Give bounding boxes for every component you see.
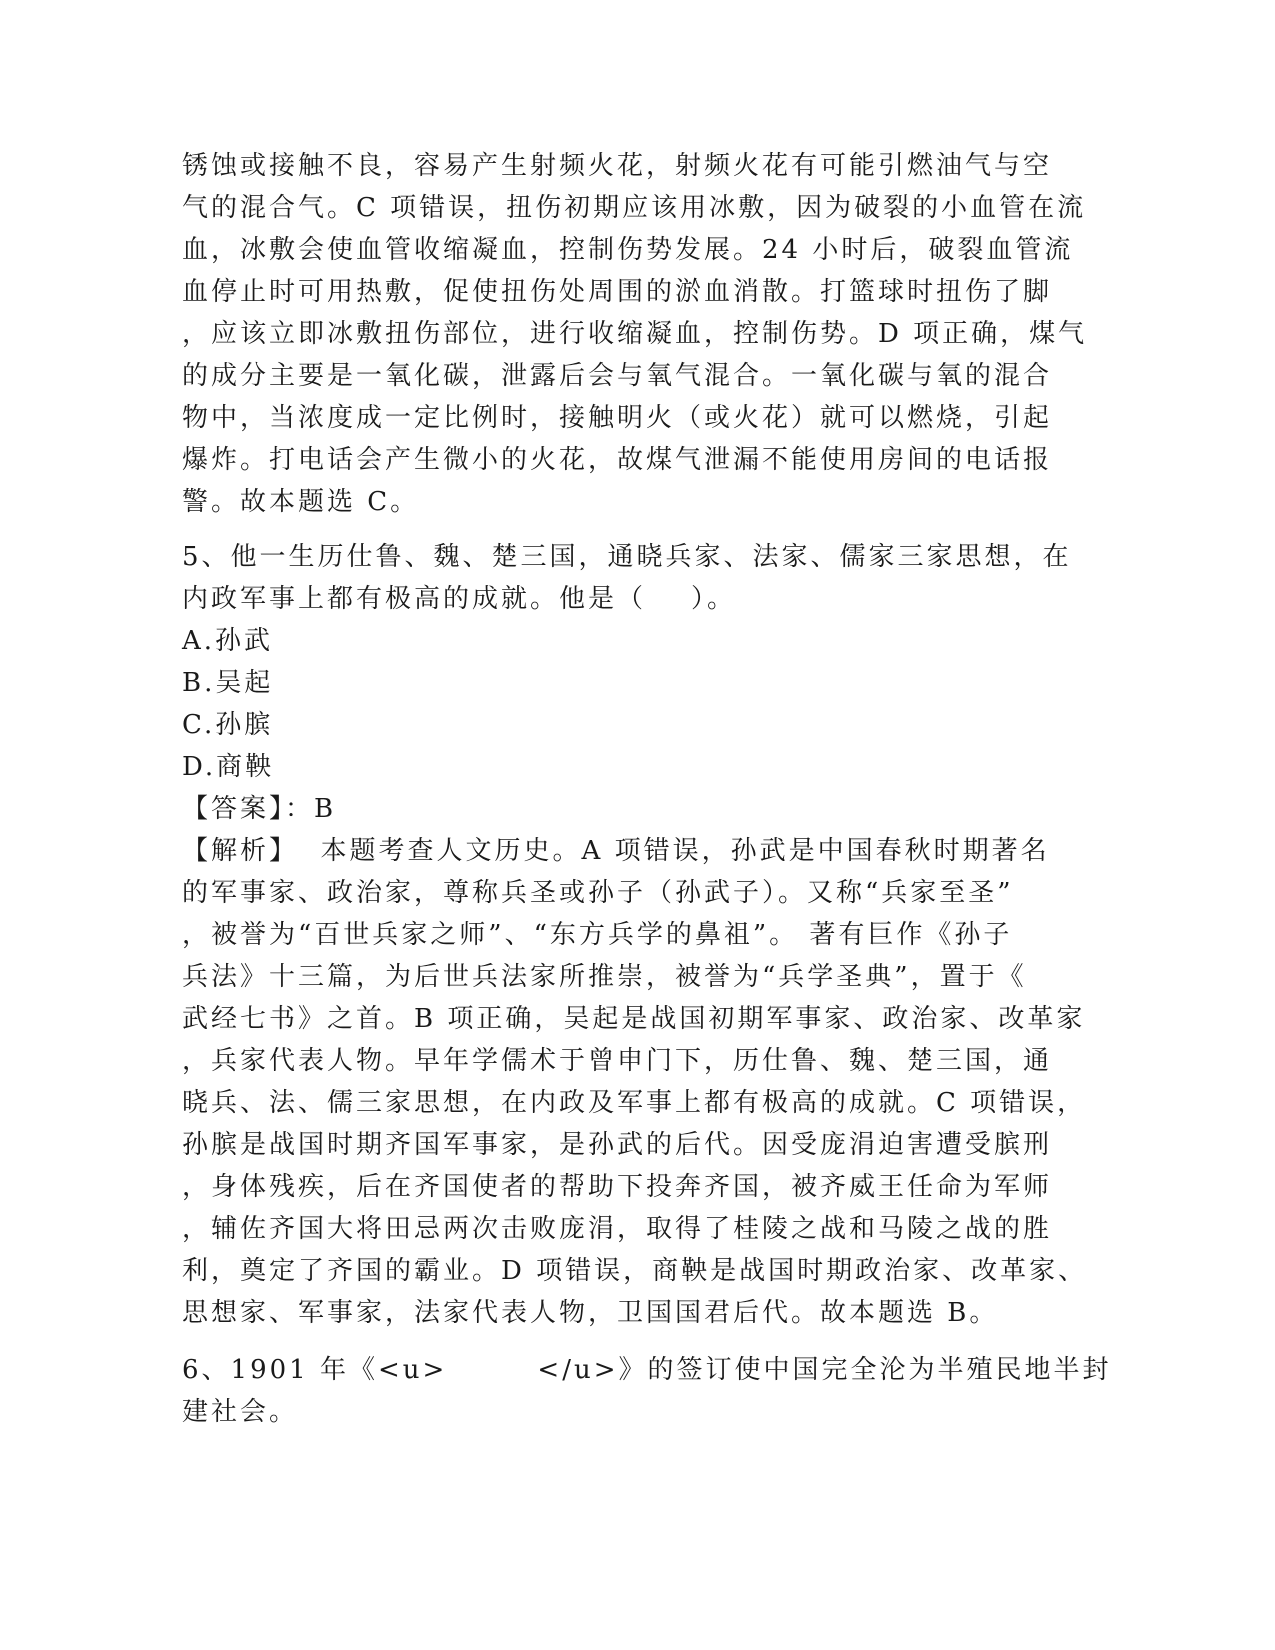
analysis-line: 晓兵、法、儒三家思想，在内政及军事上都有极高的成就。C 项错误， <box>182 1088 1087 1118</box>
paragraph-line: 爆炸。打电话会产生微小的火花，故煤气泄漏不能使用房间的电话报 <box>182 445 1053 475</box>
previous-question-analysis-continuation <box>182 145 1088 523</box>
analysis-line: ，辅佐齐国大将田忌两次击败庞涓，取得了桂陵之战和马陵之战的胜 <box>182 1214 1053 1244</box>
analysis-line: 武经七书》之首。B 项正确，吴起是战国初期军事家、政治家、改革家 <box>182 1004 1086 1034</box>
option-b: B.吴起 <box>182 668 274 698</box>
analysis-line: ，被誉为“百世兵家之师”、“东方兵学的鼻祖”。 著有巨作《孙子 <box>182 920 1013 950</box>
analysis-line: 思想家、军事家，法家代表人物，卫国国君后代。故本题选 B。 <box>182 1298 999 1328</box>
answer-line: 【答案】：B <box>182 794 337 824</box>
question-stem-line: 建社会。 <box>182 1397 299 1427</box>
paragraph-line: 血停止时可用热敷，促使扭伤处周围的淤血消散。打篮球时扭伤了脚 <box>182 277 1053 307</box>
paragraph-line: 血，冰敷会使血管收缩凝血，控制伤势发展。24 小时后，破裂血管流 <box>182 235 1074 265</box>
analysis-line: 【解析】 本题考查人文历史。A 项错误，孙武是中国春秋时期著名 <box>182 836 1050 866</box>
paragraph-line: ，应该立即冰敷扭伤部位，进行收缩凝血，控制伤势。D 项正确，煤气 <box>182 319 1088 349</box>
question-stem-line: 6、1901 年《<u> </u>》的签订使中国完全沦为半殖民地半封 <box>182 1355 1112 1385</box>
analysis-line: ，身体残疾，后在齐国使者的帮助下投奔齐国，被齐威王任命为军师 <box>182 1172 1053 1202</box>
paragraph-line: 警。故本题选 C。 <box>182 487 420 517</box>
analysis-line: ，兵家代表人物。早年学儒术于曾申门下，历仕鲁、魏、楚三国，通 <box>182 1046 1053 1076</box>
analysis-line: 利，奠定了齐国的霸业。D 项错误，商鞅是战国时期政治家、改革家、 <box>182 1256 1088 1286</box>
analysis-line: 孙膑是战国时期齐国军事家，是孙武的后代。因受庞涓迫害遭受膑刑 <box>182 1130 1053 1160</box>
paragraph-line: 物中，当浓度成一定比例时，接触明火（或火花）就可以燃烧，引起 <box>182 403 1053 433</box>
analysis-line: 的军事家、政治家，尊称兵圣或孙子（孙武子）。又称“兵家至圣” <box>182 878 1014 908</box>
option-c: C.孙膑 <box>182 710 274 740</box>
analysis-line: 兵法》十三篇，为后世兵法家所推崇，被誉为“兵学圣典”，置于《 <box>182 962 1027 992</box>
question-stem-line: 5、他一生历仕鲁、魏、楚三国，通晓兵家、法家、儒家三家思想，在 <box>182 542 1072 572</box>
question-6 <box>182 1349 1112 1433</box>
question-5 <box>182 536 1088 1334</box>
paragraph-line: 锈蚀或接触不良，容易产生射频火花，射频火花有可能引燃油气与空 <box>182 151 1053 181</box>
option-d: D.商鞅 <box>182 752 275 782</box>
question-stem-line: 内政军事上都有极高的成就。他是（ ）。 <box>182 584 737 614</box>
paragraph-line: 的成分主要是一氧化碳，泄露后会与氧气混合。一氧化碳与氧的混合 <box>182 361 1053 391</box>
option-a: A.孙武 <box>182 626 274 656</box>
paragraph-line: 气的混合气。C 项错误，扭伤初期应该用冰敷，因为破裂的小血管在流 <box>182 193 1087 223</box>
